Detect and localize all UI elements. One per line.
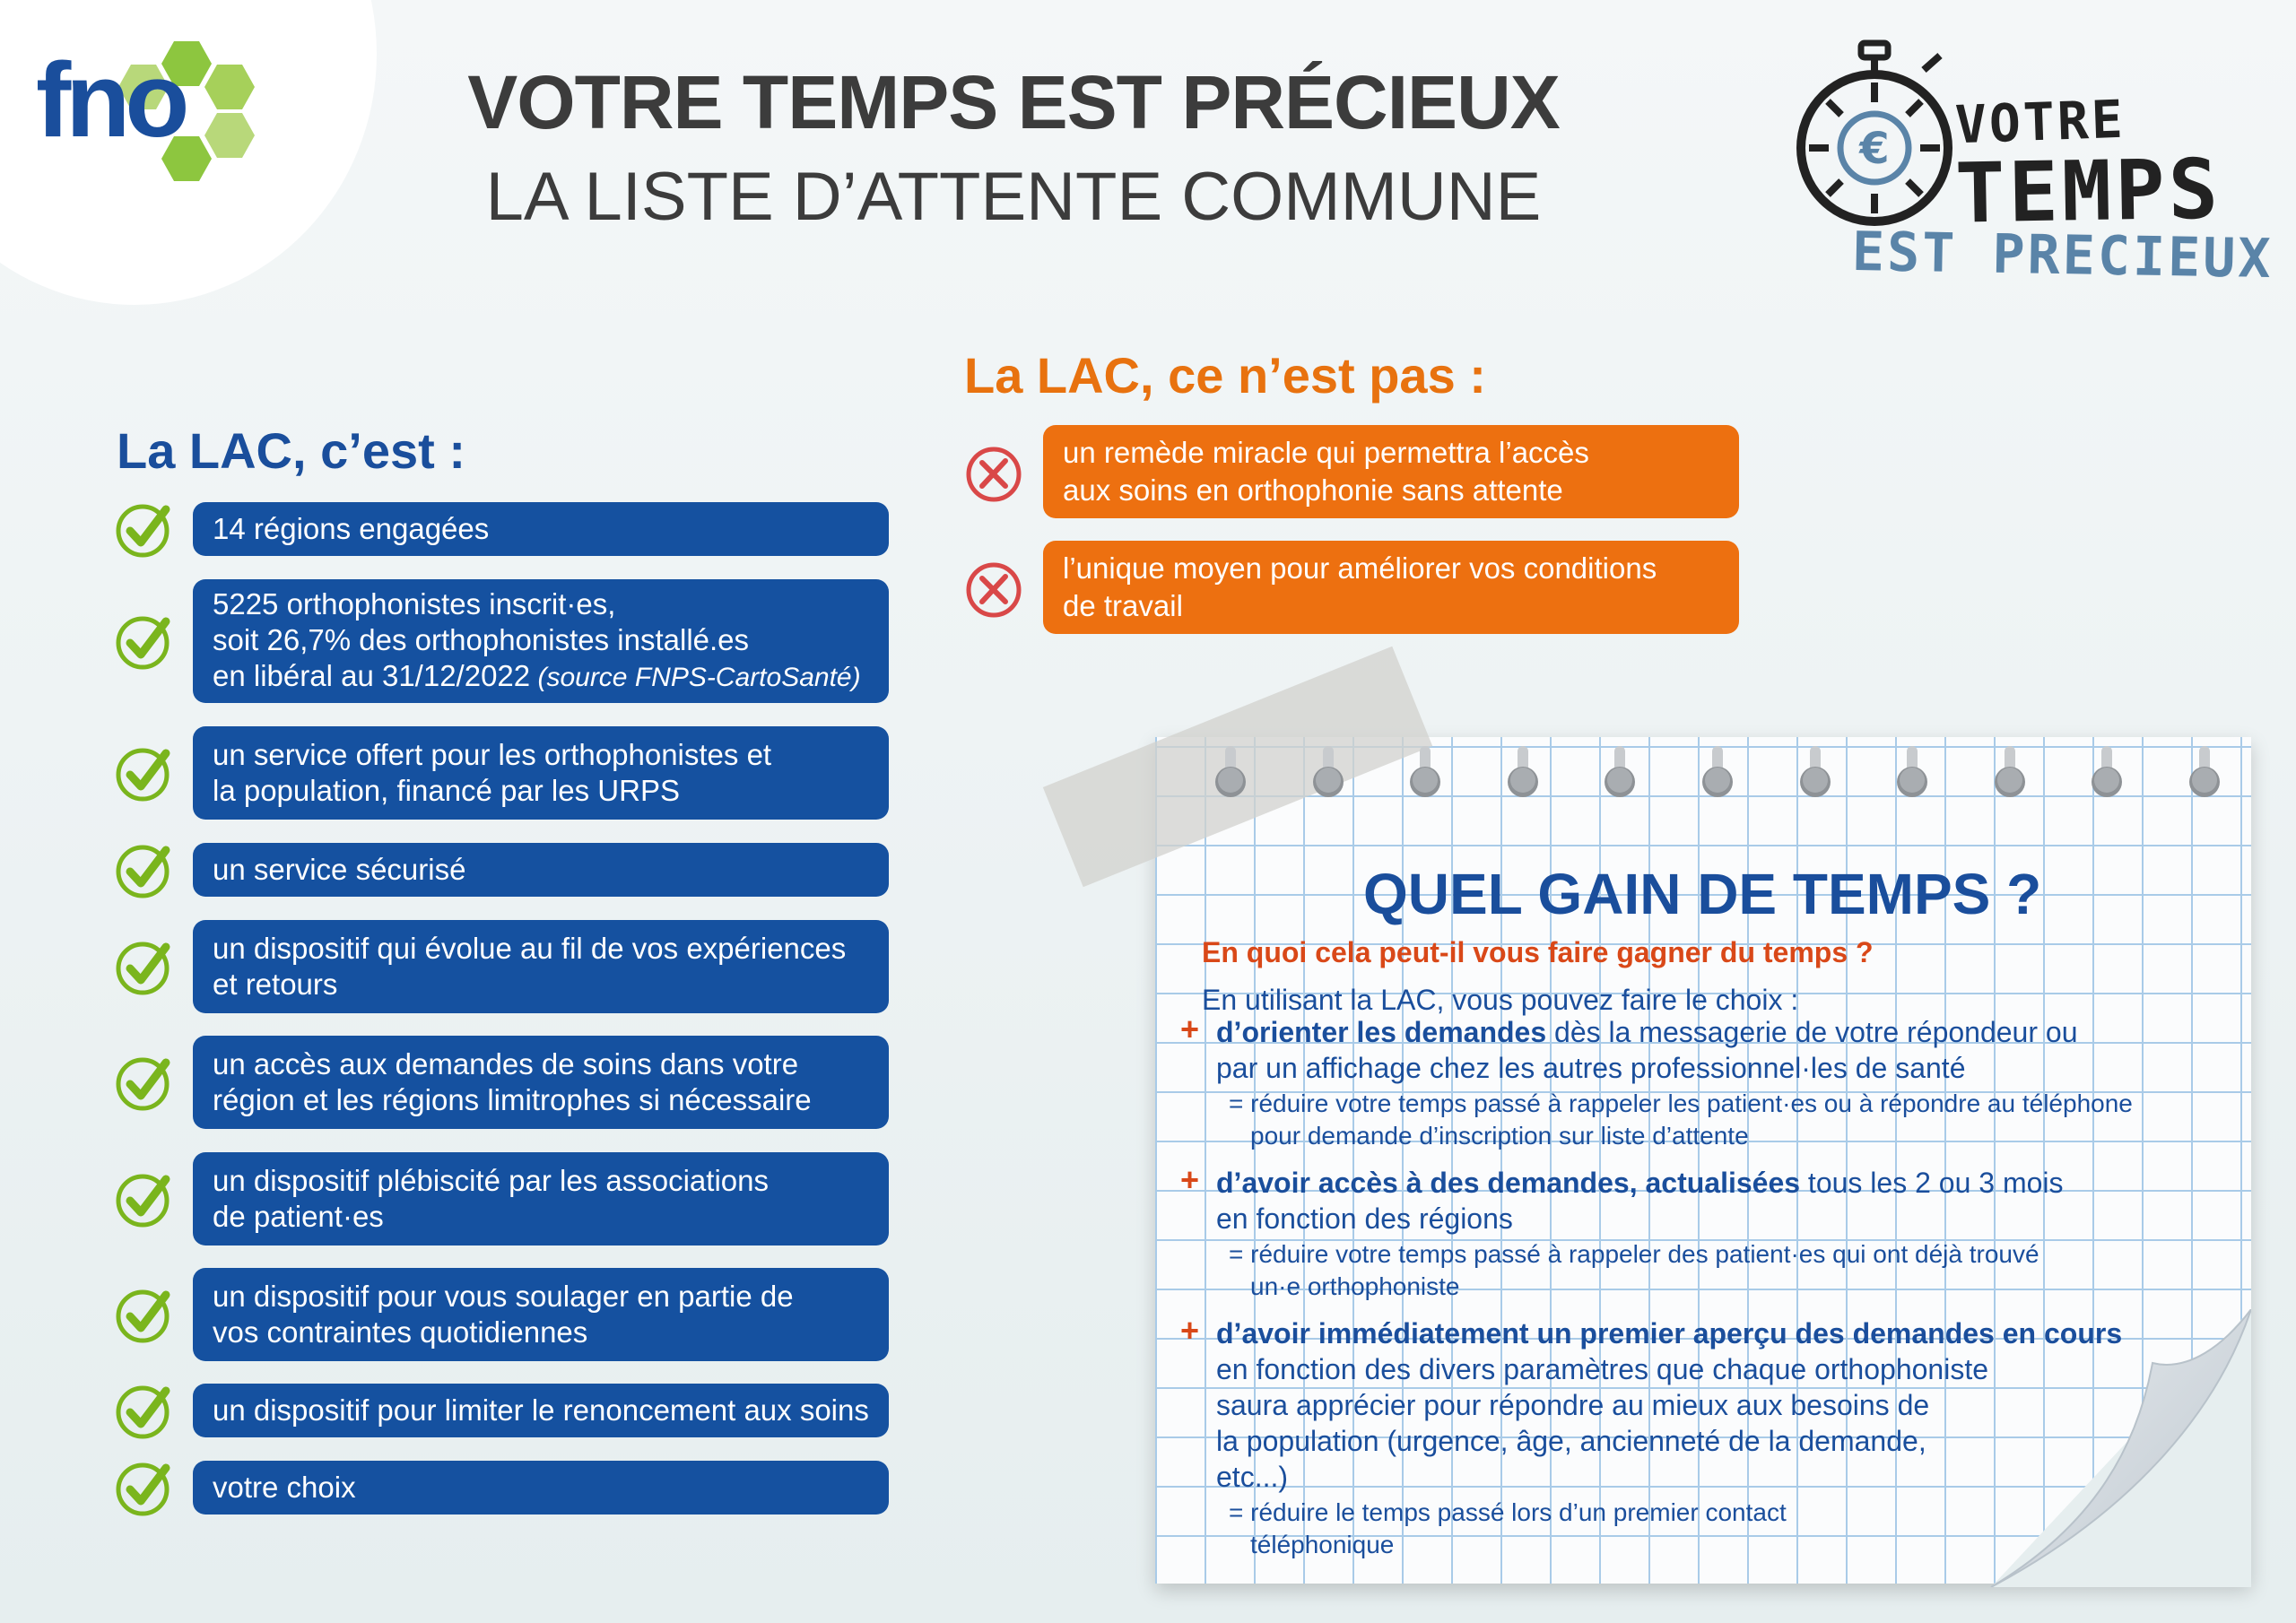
badge-line-est-precieux: EST PRECIEUX [1851, 220, 2274, 291]
gain-bullet-rest: tous les 2 ou 3 mois [1800, 1167, 2064, 1199]
gain-bullet-rest: dès la messagerie de votre répondeur ou [1546, 1016, 2078, 1048]
positive-item-line: de patient·es [213, 1200, 384, 1233]
ring-hole-icon [1310, 746, 1346, 798]
gain-bullet-line: la population (urgence, âge, ancienneté de la demande, [1216, 1425, 1926, 1457]
gain-bullet-line: par un affichage chez les autres professionnel·les de santé [1216, 1052, 1966, 1084]
positive-item-line: un dispositif plébiscité par les associations [213, 1164, 769, 1197]
ring-hole-icon [1700, 746, 1735, 798]
ring-hole-icon [1992, 746, 2028, 798]
check-icon [114, 1457, 175, 1518]
negative-item-line: l’unique moyen pour améliorer vos conditions [1063, 551, 1657, 585]
positive-item-line: 5225 orthophonistes inscrit·es, [213, 587, 616, 621]
gain-bullet-line: etc...) [1216, 1461, 1289, 1493]
positive-item [193, 920, 889, 1013]
badge-line-votre: VOTRE [1953, 88, 2126, 156]
cross-icon [964, 560, 1023, 620]
positive-item [193, 726, 889, 820]
ring-hole-icon [1213, 746, 1248, 798]
svg-text:€: € [1859, 124, 1890, 174]
plus-icon: + [1180, 1312, 1200, 1349]
stopwatch-euro-icon [1789, 36, 1960, 242]
ring-hole-icon [1505, 746, 1541, 798]
positive-item-line: un dispositif qui évolue au fil de vos expériences [213, 932, 847, 965]
badge-logo [1789, 36, 2274, 296]
check-icon [114, 611, 175, 672]
positive-item-line: région et les régions limitrophes si nécessaire [213, 1083, 812, 1116]
fno-logo [36, 34, 287, 178]
check-icon [114, 1380, 175, 1441]
positive-item [193, 843, 889, 897]
gain-bullet-line [1216, 1165, 2167, 1201]
positive-item-source: (source FNPS-CartoSanté) [530, 663, 861, 692]
gain-result-line: pour demande d’inscription sur liste d’attente [1250, 1122, 1749, 1150]
check-icon [114, 1168, 175, 1229]
positive-item-line: un service offert pour les orthophonistes et [213, 738, 772, 771]
check-icon [114, 1052, 175, 1113]
positive-item-line: un accès aux demandes de soins dans votre [213, 1047, 799, 1081]
check-icon [114, 742, 175, 803]
positive-item-line: la population, financé par les URPS [213, 774, 680, 807]
positive-item [193, 502, 889, 556]
ring-hole-icon [1407, 746, 1443, 798]
ring-hole-icon [1602, 746, 1638, 798]
gain-result-line: = réduire votre temps passé à rappeler les patient·es ou à répondre au téléphone [1229, 1089, 2133, 1117]
ring-hole-icon [2187, 746, 2222, 798]
check-icon [114, 1284, 175, 1345]
gain-result-line: = réduire le temps passé lors d’un premier contact [1229, 1498, 1787, 1526]
negative-item-line: un remède miracle qui permettra l’accès [1063, 436, 1589, 469]
positive-item [193, 1036, 889, 1129]
gain-subtitle: En quoi cela peut-il vous faire gagner du temps ? [1202, 936, 1874, 968]
positive-item-line: soit 26,7% des orthophonistes installé.es [213, 623, 750, 656]
gain-result-line: téléphonique [1250, 1531, 1395, 1558]
gain-result-line: = réduire votre temps passé à rappeler des patient·es qui ont déjà trouvé [1229, 1240, 2039, 1268]
gain-bullet-line [1216, 1014, 2167, 1050]
positive-item [193, 1461, 889, 1515]
logo-text: fno [36, 41, 185, 160]
plus-icon: + [1180, 1161, 1200, 1198]
positive-item-line: un service sécurisé [213, 853, 466, 886]
positive-item [193, 579, 889, 703]
gain-bullet-bold: d’orienter les demandes [1216, 1016, 1547, 1048]
positive-item-line: en libéral au 31/12/2022 (source FNPS-CartoSanté) [213, 659, 861, 692]
positive-item-line: un dispositif pour vous soulager en partie de [213, 1280, 794, 1313]
ring-hole-icon [1894, 746, 1930, 798]
page-subtitle: LA LISTE D’ATTENTE COMMUNE [485, 159, 1542, 235]
gain-title: QUEL GAIN DE TEMPS ? [1363, 862, 2042, 926]
badge-line-temps: TEMPS [1954, 141, 2222, 242]
gain-bullet-line: en fonction des divers paramètres que chaque orthophoniste [1216, 1353, 1988, 1385]
ring-hole-icon [2089, 746, 2125, 798]
check-icon [114, 936, 175, 997]
plus-icon: + [1180, 1011, 1200, 1047]
negative-heading: La LAC, ce n’est pas : [964, 347, 1486, 404]
gain-intro: En utilisant la LAC, vous pouvez faire le choix : [1202, 984, 1799, 1016]
positive-item [193, 1152, 889, 1245]
gain-result-line: un·e orthophoniste [1250, 1272, 1460, 1300]
gain-bullet-bold: d’avoir accès à des demandes, actualisées [1216, 1167, 1801, 1199]
negative-item-line: de travail [1063, 589, 1183, 622]
cross-icon [964, 445, 1023, 504]
gain-bullet-line: saura apprécier pour répondre au mieux aux besoins de [1216, 1389, 1930, 1421]
negative-item [1043, 541, 1739, 634]
positive-item-line: et retours [213, 968, 338, 1001]
negative-item-line: aux soins en orthophonie sans attente [1063, 473, 1563, 507]
page-title: VOTRE TEMPS EST PRÉCIEUX [467, 60, 1560, 144]
positive-item-line: un dispositif pour limiter le renoncement aux soins [213, 1393, 869, 1427]
positive-item [193, 1268, 889, 1361]
positive-item-line: vos contraintes quotidiennes [213, 1315, 588, 1349]
positive-item-line: 14 régions engagées [213, 512, 490, 545]
logo-hex [204, 65, 255, 109]
check-icon [114, 499, 175, 560]
gain-bullet-line [1216, 1315, 2167, 1351]
positive-heading: La LAC, c’est : [117, 422, 465, 479]
negative-item [1043, 425, 1739, 518]
check-icon [114, 839, 175, 900]
gain-bullet-bold: d’avoir immédiatement un premier aperçu des demandes en cours [1216, 1317, 2123, 1350]
ring-hole-icon [1797, 746, 1833, 798]
positive-item [193, 1384, 889, 1437]
logo-hex [204, 113, 255, 158]
positive-item-line: votre choix [213, 1471, 356, 1504]
gain-bullet-line: en fonction des régions [1216, 1202, 1513, 1235]
